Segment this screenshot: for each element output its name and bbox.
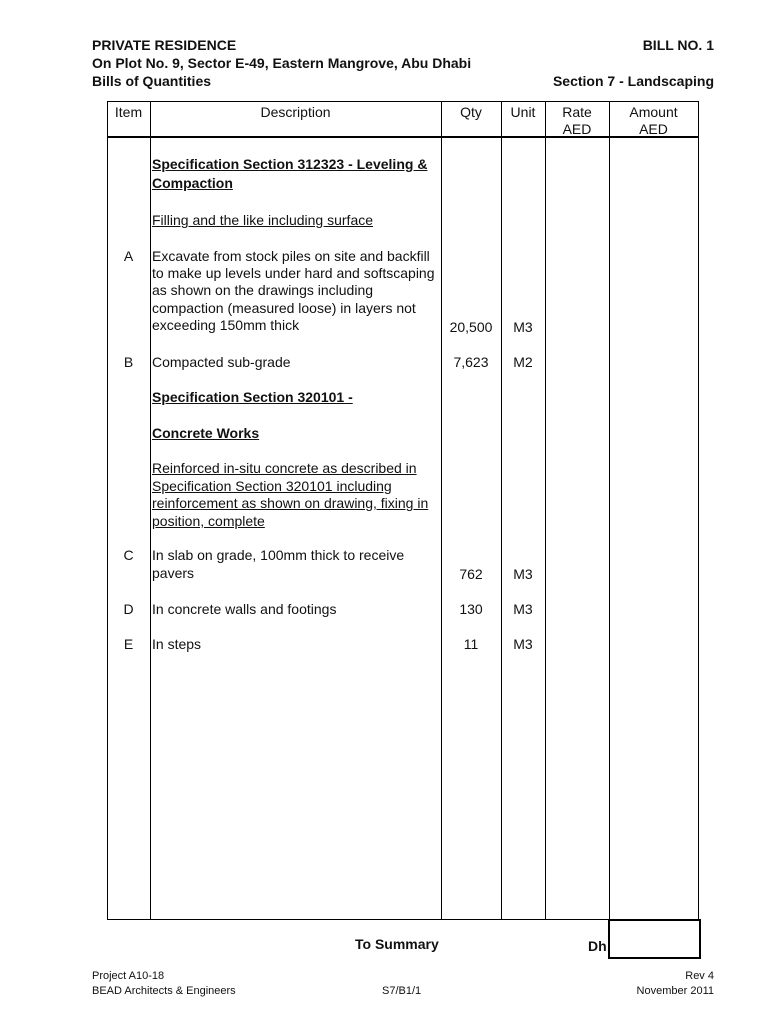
item-d-unit: M3 xyxy=(513,601,533,617)
col-header-description: Description xyxy=(260,104,331,120)
item-code-d: D xyxy=(123,601,134,617)
col-header-unit: Unit xyxy=(510,104,536,120)
col-header-amount: Amount xyxy=(629,104,678,120)
footer-page-ref: S7/B1/1 xyxy=(382,985,422,997)
bill-number: BILL NO. 1 xyxy=(642,37,714,53)
item-b-qty: 7,623 xyxy=(453,354,489,370)
section-title: Section 7 - Landscaping xyxy=(552,73,714,89)
item-e-unit: M3 xyxy=(513,636,533,652)
subheading-concrete-works: Concrete Works xyxy=(152,425,260,441)
item-a-desc-4: compaction (measured loose) in layers not xyxy=(152,300,416,316)
reinforced-desc-1: Reinforced in-situ concrete as described in xyxy=(152,460,417,476)
spec-heading-312323-cont: Compaction xyxy=(152,175,233,191)
item-e-desc: In steps xyxy=(152,636,202,652)
reinforced-desc-2: Specification Section 320101 including xyxy=(152,478,392,494)
item-c-qty: 762 xyxy=(459,566,483,582)
item-b-unit: M2 xyxy=(513,354,533,370)
subheading-filling: Filling and the like including surface xyxy=(152,212,374,228)
spec-heading-320101: Specification Section 320101 - xyxy=(152,389,353,405)
footer-date: November 2011 xyxy=(636,985,714,997)
item-code-a: A xyxy=(123,248,134,264)
col-header-item: Item xyxy=(114,104,143,120)
item-a-desc-1: Excavate from stock piles on site and backfill xyxy=(152,248,430,264)
item-c-desc-2: pavers xyxy=(152,565,195,581)
item-a-desc-2: to make up levels under hard and softscaping xyxy=(152,265,435,281)
col-header-rate-currency: AED xyxy=(562,121,592,137)
item-code-b: B xyxy=(123,354,134,370)
document-type: Bills of Quantities xyxy=(92,73,212,89)
footer-project: Project A10-18 xyxy=(92,970,165,982)
col-header-amount-currency: AED xyxy=(639,121,668,137)
footer-firm: BEAD Architects & Engineers xyxy=(92,985,236,997)
col-header-rate: Rate xyxy=(562,104,592,120)
spec-heading-312323: Specification Section 312323 - Leveling & xyxy=(152,156,428,172)
item-b-desc: Compacted sub-grade xyxy=(152,354,291,370)
item-code-e: E xyxy=(123,636,134,652)
reinforced-desc-4: position, complete xyxy=(152,513,265,529)
item-a-desc-3: as shown on the drawings including xyxy=(152,282,374,298)
to-summary-label: To Summary xyxy=(355,936,439,952)
total-amount-box xyxy=(608,919,701,959)
item-code-c: C xyxy=(123,547,134,563)
item-a-desc-5: exceeding 150mm thick xyxy=(152,317,300,333)
item-e-qty: 11 xyxy=(463,636,479,652)
reinforced-desc-3: reinforcement as shown on drawing, fixing in xyxy=(152,495,429,511)
currency-label: Dh xyxy=(588,938,607,954)
col-header-qty: Qty xyxy=(460,104,482,120)
item-c-unit: M3 xyxy=(513,566,533,582)
item-a-unit: M3 xyxy=(513,319,533,335)
project-name: PRIVATE RESIDENCE xyxy=(92,37,237,53)
item-a-qty: 20,500 xyxy=(449,319,493,335)
item-c-desc-1: In slab on grade, 100mm thick to receive xyxy=(152,547,405,563)
project-location: On Plot No. 9, Sector E-49, Eastern Mangrove, Abu Dhabi xyxy=(92,55,472,71)
footer-revision: Rev 4 xyxy=(685,970,714,982)
item-d-desc: In concrete walls and footings xyxy=(152,601,337,617)
item-d-qty: 130 xyxy=(459,601,483,617)
